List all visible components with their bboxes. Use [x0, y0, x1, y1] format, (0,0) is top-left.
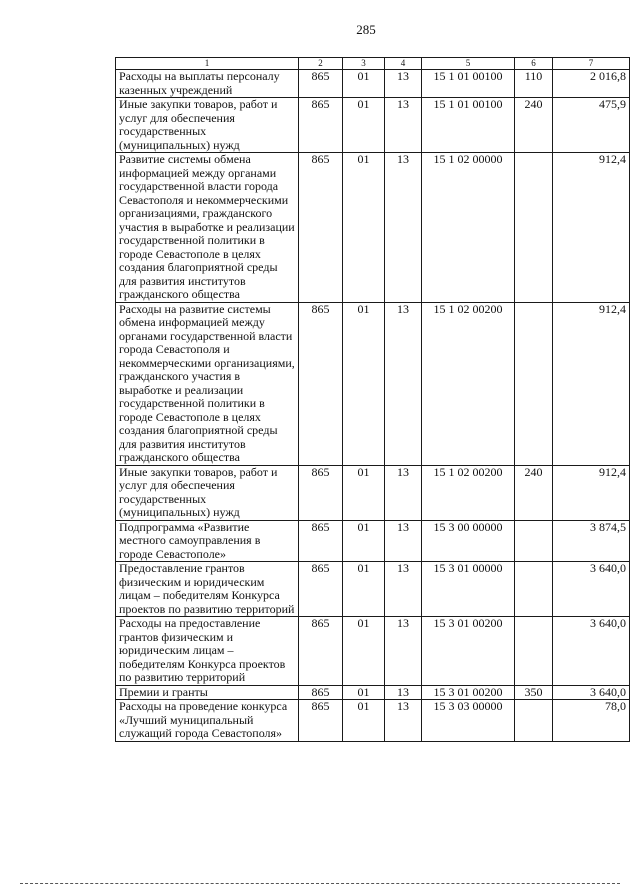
cell-col7: 912,4: [553, 153, 630, 303]
cell-col2: 865: [299, 520, 343, 562]
cell-col2: 865: [299, 98, 343, 153]
cell-col2: 865: [299, 70, 343, 98]
table-row: [116, 465, 630, 520]
cell-col7: 2 016,8: [553, 70, 630, 98]
table-row: [116, 70, 630, 98]
cell-col7: 912,4: [553, 302, 630, 465]
cell-col7: 78,0: [553, 700, 630, 742]
cell-col2: 865: [299, 302, 343, 465]
table-row: [116, 520, 630, 562]
cell-col3: 01: [343, 153, 385, 303]
cell-col5: 15 1 01 00100: [422, 70, 515, 98]
cell-col6: [515, 520, 553, 562]
cell-col2: 865: [299, 685, 343, 700]
table-row: [116, 302, 630, 465]
row-name: Подпрограмма «Развитие местного самоуправления в городе Севастополе»: [116, 520, 299, 562]
table-row: [116, 700, 630, 742]
row-name: Иные закупки товаров, работ и услуг для обеспечения государственных (муниципальных) нужд: [116, 98, 299, 153]
budget-table: [115, 57, 630, 742]
cell-col6: 350: [515, 685, 553, 700]
row-name: Расходы на развитие системы обмена информацией между органами государственной власти города Севастополя и некоммерческими организациями, гражданского участия в выработке и реализации государственной политики в городе Севастополе в целях создания благоприятной среды для развития институтов гражданского общества: [116, 302, 299, 465]
column-header: 6: [515, 58, 553, 70]
cell-col7: 3 640,0: [553, 617, 630, 686]
row-name: Премии и гранты: [116, 685, 299, 700]
cell-col6: [515, 302, 553, 465]
cell-col3: 01: [343, 562, 385, 617]
cell-col2: 865: [299, 562, 343, 617]
cell-col3: 01: [343, 685, 385, 700]
column-header: 5: [422, 58, 515, 70]
column-header: 3: [343, 58, 385, 70]
cell-col3: 01: [343, 700, 385, 742]
cell-col2: 865: [299, 465, 343, 520]
cell-col5: 15 1 02 00200: [422, 465, 515, 520]
cell-col4: 13: [385, 617, 422, 686]
cell-col4: 13: [385, 98, 422, 153]
column-header: 1: [116, 58, 299, 70]
row-name: Расходы на проведение конкурса «Лучший муниципальный служащий города Севастополя»: [116, 700, 299, 742]
cell-col2: 865: [299, 617, 343, 686]
cell-col4: 13: [385, 685, 422, 700]
cell-col4: 13: [385, 70, 422, 98]
column-header: 2: [299, 58, 343, 70]
cell-col5: 15 3 01 00200: [422, 617, 515, 686]
cell-col3: 01: [343, 302, 385, 465]
column-header: 4: [385, 58, 422, 70]
row-name: Иные закупки товаров, работ и услуг для обеспечения государственных (муниципальных) нужд: [116, 465, 299, 520]
table-row: [116, 562, 630, 617]
footer-rule: [20, 883, 620, 884]
table-header-row: [116, 58, 630, 70]
table-row: [116, 685, 630, 700]
cell-col6: 240: [515, 98, 553, 153]
cell-col7: 3 640,0: [553, 562, 630, 617]
page-number: 285: [356, 22, 376, 37]
cell-col3: 01: [343, 70, 385, 98]
cell-col2: 865: [299, 700, 343, 742]
cell-col7: 3 874,5: [553, 520, 630, 562]
cell-col5: 15 3 03 00000: [422, 700, 515, 742]
row-name: Предоставление грантов физическим и юридическим лицам – победителям Конкурса проектов по развитию территорий: [116, 562, 299, 617]
cell-col4: 13: [385, 520, 422, 562]
cell-col5: 15 1 01 00100: [422, 98, 515, 153]
cell-col5: 15 1 02 00000: [422, 153, 515, 303]
cell-col4: 13: [385, 465, 422, 520]
table-row: [116, 98, 630, 153]
cell-col5: 15 1 02 00200: [422, 302, 515, 465]
cell-col7: 3 640,0: [553, 685, 630, 700]
cell-col5: 15 3 01 00200: [422, 685, 515, 700]
cell-col6: [515, 153, 553, 303]
cell-col6: [515, 617, 553, 686]
cell-col6: [515, 562, 553, 617]
cell-col3: 01: [343, 617, 385, 686]
cell-col4: 13: [385, 302, 422, 465]
row-name: Расходы на выплаты персоналу казенных учреждений: [116, 70, 299, 98]
cell-col6: [515, 700, 553, 742]
cell-col7: 912,4: [553, 465, 630, 520]
cell-col3: 01: [343, 98, 385, 153]
table-row: [116, 153, 630, 303]
cell-col4: 13: [385, 153, 422, 303]
cell-col6: 240: [515, 465, 553, 520]
row-name: Развитие системы обмена информацией между органами государственной власти города Севастополя и некоммерческими организациями, гражданского участия в выработке и реализации государственной политики в городе Севастополе в целях создания благоприятной среды для развития институтов гражданского общества: [116, 153, 299, 303]
cell-col3: 01: [343, 465, 385, 520]
cell-col4: 13: [385, 562, 422, 617]
cell-col7: 475,9: [553, 98, 630, 153]
row-name: Расходы на предоставление грантов физическим и юридическим лицам – победителям Конкурса проектов по развитию территорий: [116, 617, 299, 686]
table-row: [116, 617, 630, 686]
cell-col3: 01: [343, 520, 385, 562]
cell-col5: 15 3 00 00000: [422, 520, 515, 562]
cell-col2: 865: [299, 153, 343, 303]
cell-col4: 13: [385, 700, 422, 742]
column-header: 7: [553, 58, 630, 70]
cell-col5: 15 3 01 00000: [422, 562, 515, 617]
cell-col6: 110: [515, 70, 553, 98]
